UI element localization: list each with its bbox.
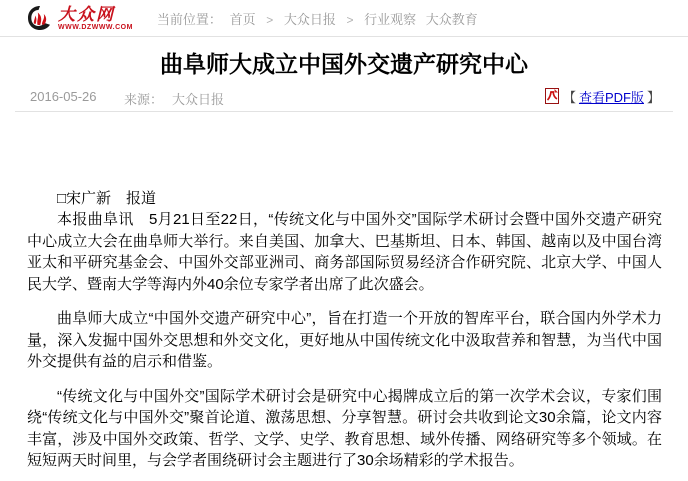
byline: □宋广新 报道 [57,189,157,207]
breadcrumb-item-dazhong-education[interactable]: 大众教育 [425,11,478,27]
article-title: 曲阜师大成立中国外交遗产研究中心 [160,51,528,77]
site-logo-url: WWW.DZWWW.COM [58,23,133,31]
article-source: 大众日报 [172,91,225,107]
breadcrumb-label: 当前位置： [156,11,222,27]
paragraph: 本报曲阜讯 5月21日至22日，“传统文化与中国外交”国际学术研讨会暨中国外交遗产研究中心成立大会在曲阜师大举行。来自美国、加拿大、巴基斯坦、日本、韩国、越南以及中国台湾亚太和平研究基金会、中国外交部亚洲司、商务部国际贸易经济合作研究院、北京大学、中国人民大学、暨南大学等海内外40余位专家学者出席了此次盛会。 [27,211,662,293]
article-date: 2016-05-26 [30,88,97,104]
pdf-link-area [545,87,660,106]
site-logo-name: 大众网 [58,4,115,24]
breadcrumb-item-dazhong-daily[interactable]: 大众日报 [283,11,336,27]
chevron-right-separator: > [266,12,274,27]
site-logo[interactable] [24,3,133,33]
horizontal-divider [15,111,673,112]
breadcrumb [157,9,482,28]
pdf-file-icon[interactable] [545,88,559,104]
bracket-open: 【 [562,89,576,105]
bracket-close: 】 [646,89,660,105]
paragraph: 曲阜师大成立“中国外交遗产研究中心”，旨在打造一个开放的智库平台，联合国内外学术力量，深入发掘中国外交思想和外交文化，更好地从中国传统文化中汲取营养和智慧，为当代中国外交提供有益的启示和借鉴。 [27,310,662,371]
flame-swirl-logo-icon [24,3,56,33]
breadcrumb-item-industry-watch[interactable]: 行业观察 [364,11,417,27]
paragraph: “传统文化与中国外交”国际学术研讨会是研究中心揭牌成立后的第一次学术会议，专家们围绕“传统文化与中国外交”聚首论道、激荡思想、分享智慧。研讨会共收到论文30余篇，论文内容丰富，涉及中国外交政策、哲学、文学、史学、教育思想、域外传播、网络研究等多个领域。在短短两天时间里，与会学者围绕研讨会主题进行了30余场精彩的学术报告。 [27,387,662,470]
view-pdf-link[interactable]: 查看PDF版 [578,89,644,105]
source-label: 来源： [124,91,164,107]
breadcrumb-item-home[interactable]: 首页 [229,11,256,27]
site-header [0,0,688,37]
chevron-right-separator: > [346,12,354,27]
article-meta [0,87,688,105]
article-body [0,188,688,472]
